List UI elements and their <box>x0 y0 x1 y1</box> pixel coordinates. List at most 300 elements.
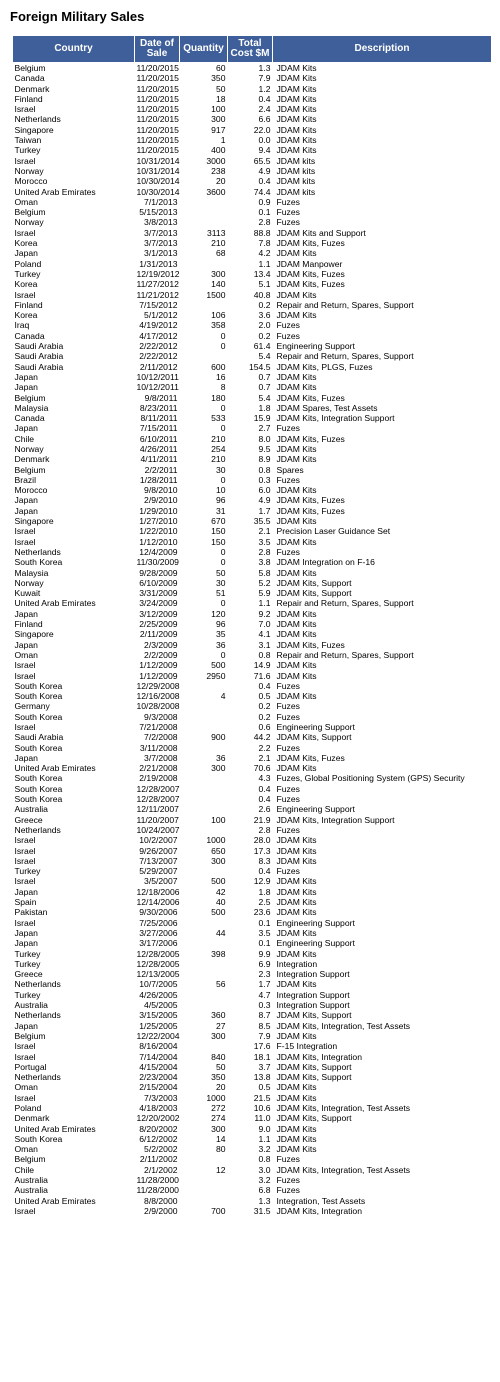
cell-description: Repair and Return, Spares, Support <box>276 598 414 609</box>
cell-total-cost: 2.5 <box>258 897 271 908</box>
cell-total-cost: 3.6 <box>258 310 271 321</box>
cell-date-of-sale: 4/26/2005 <box>139 989 178 1000</box>
cell-description: Fuzes, Global Positioning System (GPS) Security <box>276 773 465 784</box>
table-row <box>13 197 492 207</box>
cell-description: JDAM Kits <box>276 670 317 681</box>
cell-quantity: 0 <box>220 330 226 341</box>
cell-country: Israel <box>14 917 36 928</box>
cell-country: Japan <box>14 938 38 949</box>
cell-quantity: 0 <box>220 598 226 609</box>
cell-date-of-sale: 11/20/2007 <box>136 814 179 825</box>
table-row <box>13 640 492 650</box>
cell-total-cost: 40.8 <box>253 289 271 300</box>
cell-date-of-sale: 11/28/2000 <box>136 1175 179 1186</box>
cell-description: Engineering Support <box>276 938 355 949</box>
cell-country: Japan <box>14 248 38 259</box>
table-row <box>13 815 492 825</box>
cell-description: Repair and Return, Spares, Support <box>276 649 414 660</box>
cell-description: JDAM Kits, Support <box>276 732 352 743</box>
table-row <box>13 362 492 372</box>
table-row <box>13 423 492 433</box>
cell-country: Belgium <box>14 1030 46 1041</box>
table-row <box>13 1124 492 1134</box>
cell-quantity: 150 <box>211 526 226 537</box>
cell-quantity <box>180 918 228 928</box>
cell-country: Singapore <box>14 629 54 640</box>
cell-total-cost: 70.6 <box>253 763 271 774</box>
table-row <box>13 846 492 856</box>
cell-quantity: 1000 <box>206 1092 226 1103</box>
cell-date-of-sale: 12/16/2008 <box>136 691 180 702</box>
cell-total-cost: 3.5 <box>258 927 271 938</box>
cell-date-of-sale: 5/15/2013 <box>139 207 178 218</box>
cell-description: JDAM Kits, Integration Support <box>276 814 395 825</box>
table-row <box>13 1031 492 1041</box>
cell-total-cost: 0.4 <box>258 176 271 187</box>
cell-total-cost: 6.9 <box>258 958 271 969</box>
table-row <box>13 341 492 351</box>
cell-total-cost: 5.1 <box>258 279 271 290</box>
cell-country: Oman <box>14 649 38 660</box>
cell-quantity <box>180 207 228 217</box>
cell-total-cost: 18.1 <box>253 1051 271 1062</box>
cell-description: Fuzes <box>276 1154 300 1165</box>
cell-description: JDAM Kits <box>276 855 317 866</box>
table-row <box>13 866 492 876</box>
cell-description: JDAM Kits <box>276 93 317 104</box>
cell-description: Fuzes <box>276 474 300 485</box>
table-row <box>13 1165 492 1175</box>
cell-date-of-sale: 2/15/2004 <box>139 1082 178 1093</box>
cell-total-cost: 0.1 <box>258 207 271 218</box>
table-row <box>13 104 492 114</box>
cell-date-of-sale: 3/17/2006 <box>139 938 178 949</box>
cell-description: JDAM Kits <box>276 1082 317 1093</box>
cell-total-cost: 6.6 <box>258 114 271 125</box>
cell-total-cost: 22.0 <box>253 124 271 135</box>
cell-quantity: 210 <box>211 238 226 249</box>
cell-country: Finland <box>14 93 43 104</box>
column-header-country: Country <box>13 36 135 63</box>
cell-country: Korea <box>14 310 38 321</box>
cell-date-of-sale: 5/2/2002 <box>144 1144 178 1155</box>
cell-quantity: 36 <box>215 752 226 763</box>
cell-description: Repair and Return, Spares, Support <box>276 299 414 310</box>
cell-total-cost: 7.0 <box>258 619 271 630</box>
cell-total-cost: 0.2 <box>258 711 271 722</box>
cell-quantity: 3600 <box>206 186 226 197</box>
cell-date-of-sale: 2/25/2009 <box>139 619 178 630</box>
cell-total-cost: 8.5 <box>258 1020 271 1031</box>
cell-country: Israel <box>14 722 36 732</box>
table-row <box>13 495 492 505</box>
cell-description: JDAM Kits <box>276 835 317 846</box>
cell-date-of-sale: 2/21/2008 <box>139 763 178 774</box>
cell-country: Japan <box>14 371 38 382</box>
cell-description: Fuzes <box>276 423 300 434</box>
cell-total-cost: 2.4 <box>258 104 271 115</box>
cell-date-of-sale: 12/28/2007 <box>136 783 180 794</box>
cell-description: Fuzes <box>276 207 300 218</box>
cell-description: JDAM Kits, Integration, Test Assets <box>276 1164 411 1175</box>
table-row <box>13 84 492 94</box>
cell-total-cost: 4.3 <box>258 773 271 784</box>
cell-total-cost: 1.8 <box>258 402 271 413</box>
cell-quantity: 20 <box>215 176 226 187</box>
cell-country: Norway <box>14 443 44 454</box>
cell-quantity: 300 <box>211 268 226 279</box>
cell-total-cost: 1.7 <box>258 979 271 990</box>
cell-quantity: 500 <box>211 907 226 918</box>
cell-date-of-sale: 7/25/2006 <box>139 917 178 928</box>
cell-date-of-sale: 3/12/2009 <box>139 608 178 619</box>
cell-date-of-sale: 1/12/2009 <box>139 660 178 671</box>
cell-date-of-sale: 1/12/2010 <box>139 536 178 547</box>
cell-total-cost: 3.0 <box>258 1164 271 1175</box>
cell-country: Israel <box>14 536 36 547</box>
cell-total-cost: 2.8 <box>258 217 271 228</box>
cell-description: JDAM Kits <box>276 886 317 897</box>
cell-quantity: 16 <box>215 371 226 382</box>
cell-date-of-sale: 4/17/2012 <box>139 330 178 341</box>
cell-country: Japan <box>14 495 38 506</box>
cell-date-of-sale: 2/9/2010 <box>144 495 178 506</box>
cell-country: Portugal <box>14 1061 47 1072</box>
cell-description: JDAM Kits, Fuzes <box>276 752 345 763</box>
cell-date-of-sale: 7/3/2003 <box>144 1092 178 1103</box>
table-row <box>13 444 492 454</box>
table-row <box>13 537 492 547</box>
cell-country: Poland <box>14 1102 42 1113</box>
cell-description: JDAM Kits <box>276 516 317 527</box>
cell-quantity: 300 <box>211 1123 226 1134</box>
cell-description: JDAM Kits <box>276 876 317 887</box>
cell-country: Netherlands <box>14 979 61 990</box>
cell-description: Integration Support <box>276 1000 350 1011</box>
cell-quantity: 50 <box>215 83 226 94</box>
cell-quantity: 400 <box>211 145 226 156</box>
cell-total-cost: 0.1 <box>258 917 271 928</box>
cell-date-of-sale: 12/4/2009 <box>139 546 178 557</box>
cell-description: JDAM Kits <box>276 114 317 125</box>
cell-description: JDAM Kits <box>276 619 317 630</box>
cell-quantity: 0 <box>220 649 226 660</box>
cell-country: Israel <box>14 835 36 846</box>
cell-description: JDAM Kits, Fuzes <box>276 505 345 516</box>
cell-date-of-sale: 12/28/2007 <box>136 794 180 805</box>
cell-country: Denmark <box>14 454 50 465</box>
cell-description: JDAM Kits, Support <box>276 1072 352 1083</box>
cell-date-of-sale: 2/2/2009 <box>144 649 178 660</box>
cell-quantity: 1000 <box>206 835 226 846</box>
cell-date-of-sale: 6/12/2002 <box>139 1133 178 1144</box>
cell-country: Singapore <box>14 124 54 135</box>
cell-quantity: 398 <box>211 948 226 959</box>
cell-description: JDAM Kits <box>276 1133 317 1144</box>
cell-description: JDAM Kits <box>276 1030 317 1041</box>
table-row <box>13 897 492 907</box>
cell-description: Fuzes <box>276 701 300 712</box>
cell-quantity: 80 <box>215 1144 226 1155</box>
cell-quantity: 500 <box>211 660 226 671</box>
cell-date-of-sale: 3/24/2009 <box>139 598 178 609</box>
cell-date-of-sale: 4/15/2004 <box>139 1061 178 1072</box>
cell-total-cost: 2.3 <box>258 969 271 980</box>
cell-total-cost: 17.6 <box>253 1041 271 1052</box>
cell-description: JDAM Kits <box>276 63 317 73</box>
cell-country: Oman <box>14 1144 38 1155</box>
table-row <box>13 372 492 382</box>
table-row <box>13 382 492 392</box>
cell-date-of-sale: 11/30/2009 <box>136 557 179 568</box>
cell-date-of-sale: 11/27/2012 <box>136 279 179 290</box>
cell-description: JDAM Kits, Support <box>276 1010 352 1021</box>
cell-country: Netherlands <box>14 824 61 835</box>
cell-quantity: 100 <box>211 104 226 115</box>
cell-description: JDAM Kits, PLGS, Fuzes <box>276 361 373 372</box>
cell-total-cost: 10.6 <box>253 1102 271 1113</box>
cell-date-of-sale: 3/15/2005 <box>139 1010 178 1021</box>
table-row <box>13 1185 492 1195</box>
cell-date-of-sale: 11/20/2015 <box>136 104 179 115</box>
table-row <box>13 465 492 475</box>
cell-description: JDAM kits <box>276 165 316 176</box>
cell-quantity: 600 <box>211 361 226 372</box>
cell-country: Australia <box>14 1000 48 1011</box>
table-row <box>13 1196 492 1206</box>
cell-country: Norway <box>14 577 44 588</box>
cell-country: South Korea <box>14 711 63 722</box>
table-row <box>13 526 492 536</box>
cell-description: Fuzes <box>276 866 300 877</box>
cell-total-cost: 65.5 <box>253 155 271 166</box>
cell-country: Morocco <box>14 485 48 496</box>
cell-date-of-sale: 4/5/2005 <box>144 1000 178 1011</box>
cell-quantity: 30 <box>215 577 226 588</box>
cell-description: JDAM Manpower <box>276 258 343 269</box>
cell-date-of-sale: 7/13/2007 <box>139 855 178 866</box>
table-row <box>13 63 492 74</box>
cell-date-of-sale: 2/22/2012 <box>139 341 178 352</box>
cell-country: Israel <box>14 876 36 887</box>
cell-description: JDAM Kits <box>276 608 317 619</box>
table-row <box>13 176 492 186</box>
table-row <box>13 310 492 320</box>
table-row <box>13 259 492 269</box>
cell-total-cost: 4.7 <box>258 989 271 1000</box>
cell-total-cost: 6.0 <box>258 485 271 496</box>
cell-description: JDAM Kits <box>276 443 317 454</box>
cell-date-of-sale: 8/8/2000 <box>144 1195 178 1206</box>
cell-country: Iraq <box>14 320 30 331</box>
cell-date-of-sale: 8/20/2002 <box>139 1123 178 1134</box>
cell-country: Japan <box>14 639 38 650</box>
cell-total-cost: 5.9 <box>258 588 271 599</box>
cell-quantity: 700 <box>211 1205 226 1216</box>
cell-quantity: 8 <box>220 382 226 393</box>
cell-description: Integration <box>276 958 318 969</box>
cell-date-of-sale: 2/1/2002 <box>144 1164 178 1175</box>
cell-country: Belgium <box>14 1154 46 1165</box>
cell-date-of-sale: 7/2/2008 <box>144 732 178 743</box>
cell-quantity <box>180 825 228 835</box>
cell-description: JDAM kits <box>276 176 316 187</box>
cell-quantity: 900 <box>211 732 226 743</box>
cell-quantity: 30 <box>215 464 226 475</box>
cell-quantity: 238 <box>211 165 226 176</box>
table-row <box>13 722 492 732</box>
cell-date-of-sale: 10/12/2011 <box>136 382 179 393</box>
cell-date-of-sale: 3/7/2013 <box>144 227 178 238</box>
cell-description: Fuzes <box>276 1185 300 1196</box>
table-row <box>13 691 492 701</box>
cell-quantity: 0 <box>220 341 226 352</box>
cell-date-of-sale: 9/28/2009 <box>139 567 178 578</box>
table-row <box>13 763 492 773</box>
cell-date-of-sale: 3/27/2006 <box>139 927 178 938</box>
cell-country: Belgium <box>14 464 46 475</box>
cell-quantity: 51 <box>215 588 226 599</box>
cell-total-cost: 3.2 <box>258 1175 271 1186</box>
cell-total-cost: 0.5 <box>258 691 271 702</box>
cell-quantity <box>180 804 228 814</box>
cell-quantity <box>180 259 228 269</box>
cell-total-cost: 0.0 <box>258 135 271 146</box>
cell-date-of-sale: 12/14/2006 <box>136 897 180 908</box>
table-row <box>13 125 492 135</box>
cell-quantity: 360 <box>211 1010 226 1021</box>
cell-date-of-sale: 3/1/2013 <box>144 248 178 259</box>
cell-date-of-sale: 12/28/2005 <box>136 948 180 959</box>
cell-country: Netherlands <box>14 1072 61 1083</box>
cell-country: Korea <box>14 238 38 249</box>
page-title: Foreign Military Sales <box>10 9 145 24</box>
cell-total-cost: 1.1 <box>258 258 271 269</box>
cell-total-cost: 3.1 <box>258 639 271 650</box>
cell-date-of-sale: 1/27/2010 <box>139 516 178 527</box>
cell-total-cost: 0.5 <box>258 1082 271 1093</box>
cell-date-of-sale: 1/12/2009 <box>139 670 178 681</box>
cell-date-of-sale: 11/28/2000 <box>136 1185 179 1196</box>
cell-description: JDAM Kits <box>276 763 317 774</box>
cell-quantity: 35 <box>215 629 226 640</box>
cell-country: Israel <box>14 155 36 166</box>
cell-total-cost: 154.5 <box>248 361 271 372</box>
cell-description: Engineering Support <box>276 804 355 815</box>
cell-description: Fuzes <box>276 783 300 794</box>
cell-quantity <box>180 217 228 227</box>
cell-description: JDAM Kits <box>276 289 317 300</box>
table-row <box>13 228 492 238</box>
cell-quantity: 12 <box>215 1164 226 1175</box>
table-row <box>13 1134 492 1144</box>
cell-quantity: 274 <box>211 1113 226 1124</box>
cell-description: Spares <box>276 464 304 475</box>
cell-date-of-sale: 2/19/2008 <box>139 773 178 784</box>
cell-date-of-sale: 8/23/2011 <box>139 402 178 413</box>
cell-date-of-sale: 11/20/2015 <box>136 114 179 125</box>
cell-total-cost: 8.3 <box>258 855 271 866</box>
cell-quantity: 60 <box>215 63 226 73</box>
cell-quantity: 358 <box>211 320 226 331</box>
cell-description: Fuzes <box>276 1175 300 1186</box>
cell-country: Turkey <box>14 989 41 1000</box>
cell-description: JDAM Kits, Integration <box>276 1051 362 1062</box>
cell-date-of-sale: 3/7/2008 <box>144 752 178 763</box>
cell-quantity <box>180 701 228 711</box>
cell-quantity: 10 <box>215 485 226 496</box>
cell-total-cost: 5.4 <box>258 392 271 403</box>
cell-total-cost: 1.3 <box>258 63 271 73</box>
table-row <box>13 938 492 948</box>
cell-total-cost: 0.4 <box>258 783 271 794</box>
cell-description: JDAM Kits <box>276 248 317 259</box>
table-row <box>13 732 492 742</box>
cell-country: Turkey <box>14 948 41 959</box>
foreign-military-sales-table <box>12 35 492 1216</box>
cell-total-cost: 0.2 <box>258 701 271 712</box>
cell-date-of-sale: 2/23/2004 <box>139 1072 178 1083</box>
cell-quantity: 106 <box>211 310 226 321</box>
cell-quantity: 1500 <box>206 289 226 300</box>
cell-quantity: 350 <box>211 73 226 84</box>
table-row <box>13 990 492 1000</box>
cell-total-cost: 0.4 <box>258 866 271 877</box>
cell-country: Saudi Arabia <box>14 732 64 743</box>
cell-quantity: 44 <box>215 927 226 938</box>
cell-country: Spain <box>14 897 37 908</box>
cell-quantity <box>180 1185 228 1195</box>
cell-description: JDAM kits <box>276 155 316 166</box>
cell-description: JDAM Kits, Fuzes <box>276 433 345 444</box>
table-row <box>13 454 492 464</box>
cell-country: Malaysia <box>14 567 49 578</box>
cell-quantity: 50 <box>215 1061 226 1072</box>
cell-quantity: 210 <box>211 454 226 465</box>
cell-total-cost: 2.7 <box>258 423 271 434</box>
cell-quantity: 3000 <box>206 155 226 166</box>
table-row <box>13 701 492 711</box>
cell-total-cost: 0.8 <box>258 649 271 660</box>
cell-total-cost: 9.9 <box>258 948 271 959</box>
cell-quantity: 68 <box>215 248 226 259</box>
cell-country: Oman <box>14 196 38 207</box>
cell-quantity <box>180 712 228 722</box>
cell-date-of-sale: 2/22/2012 <box>139 351 178 362</box>
cell-total-cost: 74.4 <box>253 186 271 197</box>
cell-country: Malaysia <box>14 402 49 413</box>
cell-date-of-sale: 10/7/2005 <box>139 979 178 990</box>
table-row <box>13 773 492 783</box>
table-row <box>13 753 492 763</box>
table-row <box>13 114 492 124</box>
cell-date-of-sale: 2/11/2009 <box>139 629 178 640</box>
cell-total-cost: 9.0 <box>258 1123 271 1134</box>
cell-country: Israel <box>14 1205 36 1216</box>
cell-description: JDAM Kits <box>276 1123 317 1134</box>
cell-quantity <box>180 794 228 804</box>
cell-quantity <box>180 681 228 691</box>
cell-date-of-sale: 7/21/2008 <box>139 722 178 732</box>
cell-country: Korea <box>14 279 38 290</box>
cell-quantity: 31 <box>215 505 226 516</box>
cell-total-cost: 7.9 <box>258 73 271 84</box>
cell-country: Saudi Arabia <box>14 341 64 352</box>
cell-total-cost: 21.9 <box>253 814 271 825</box>
cell-country: Japan <box>14 382 38 393</box>
cell-description: JDAM Kits <box>276 567 317 578</box>
cell-quantity <box>180 1154 228 1164</box>
